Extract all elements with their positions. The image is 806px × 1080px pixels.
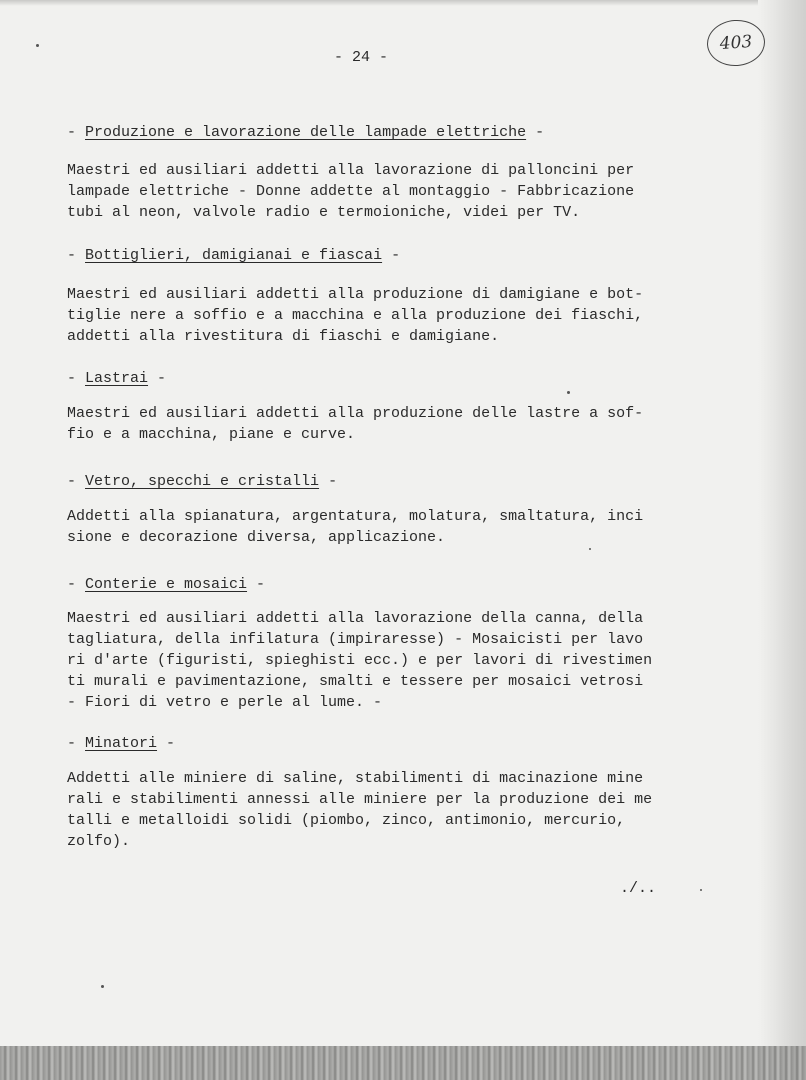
section-title: Minatori xyxy=(85,735,158,752)
section-body xyxy=(67,160,634,223)
section-heading: - Minatori - xyxy=(67,735,176,752)
body-line: Maestri ed ausiliari addetti alla lavorazione di palloncini per xyxy=(67,162,635,179)
section-body xyxy=(67,403,643,445)
section-body xyxy=(67,506,643,548)
body-line: tagliatura, della infilatura (impiraresse) - Mosaicisti per lavo xyxy=(67,631,644,648)
section-heading: - Conterie e mosaici - xyxy=(67,576,266,593)
body-line: Maestri ed ausiliari addetti alla lavorazione della canna, della xyxy=(67,610,644,627)
body-line: Addetti alle miniere di saline, stabilimenti di macinazione mine xyxy=(67,770,644,787)
section-heading: - Produzione e lavorazione delle lampade elettriche - xyxy=(67,124,545,141)
scan-bottom-edge xyxy=(0,1046,806,1080)
section-title: Bottiglieri, damigianai e fiascai xyxy=(85,247,383,264)
body-line: sione e decorazione diversa, applicazione. xyxy=(67,529,446,546)
scan-top-edge xyxy=(0,0,806,6)
body-line: tiglie nere a soffio e a macchina e alla produzione dei fiaschi, xyxy=(67,307,644,324)
section-title: Lastrai xyxy=(85,370,149,387)
section-heading: - Lastrai - xyxy=(67,370,167,387)
archive-number-stamp: 403 xyxy=(705,18,766,68)
body-line: Maestri ed ausiliari addetti alla produzione delle lastre a sof- xyxy=(67,405,644,422)
continuation-mark: ./.. xyxy=(620,880,657,897)
scan-speck xyxy=(36,44,39,47)
body-line: ri d'arte (figuristi, spieghisti ecc.) e per lavori di rivestimen xyxy=(67,652,653,669)
scan-right-edge xyxy=(758,0,806,1080)
section-body xyxy=(67,768,652,852)
body-line: - Fiori di vetro e perle al lume. - xyxy=(67,694,383,711)
scan-speck xyxy=(567,391,570,394)
section-title: Produzione e lavorazione delle lampade elettriche xyxy=(85,124,527,141)
body-line: fio e a macchina, piane e curve. xyxy=(67,426,356,443)
body-line: ti murali e pavimentazione, smalti e tessere per mosaici vetrosi xyxy=(67,673,644,690)
section-body xyxy=(67,608,652,713)
scan-speck xyxy=(589,548,591,550)
section-heading: - Bottiglieri, damigianai e fiascai - xyxy=(67,247,401,264)
body-line: addetti alla rivestitura di fiaschi e damigiane. xyxy=(67,328,500,345)
body-line: talli e metalloidi solidi (piombo, zinco, antimonio, mercurio, xyxy=(67,812,626,829)
section-title: Conterie e mosaici xyxy=(85,576,248,593)
body-line: tubi al neon, valvole radio e termoioniche, videi per TV. xyxy=(67,204,581,221)
scan-speck xyxy=(700,889,702,891)
section-title: Vetro, specchi e cristalli xyxy=(85,473,320,490)
body-line: lampade elettriche - Donne addette al montaggio - Fabbricazione xyxy=(67,183,635,200)
body-line: zolfo). xyxy=(67,833,131,850)
body-line: Addetti alla spianatura, argentatura, molatura, smaltatura, inci xyxy=(67,508,644,525)
page-number: - 24 - xyxy=(334,49,389,66)
body-line: rali e stabilimenti annessi alle miniere per la produzione dei me xyxy=(67,791,653,808)
section-body xyxy=(67,284,643,347)
scan-speck xyxy=(101,985,104,988)
body-line: Maestri ed ausiliari addetti alla produzione di damigiane e bot- xyxy=(67,286,644,303)
section-heading: - Vetro, specchi e cristalli - xyxy=(67,473,338,490)
